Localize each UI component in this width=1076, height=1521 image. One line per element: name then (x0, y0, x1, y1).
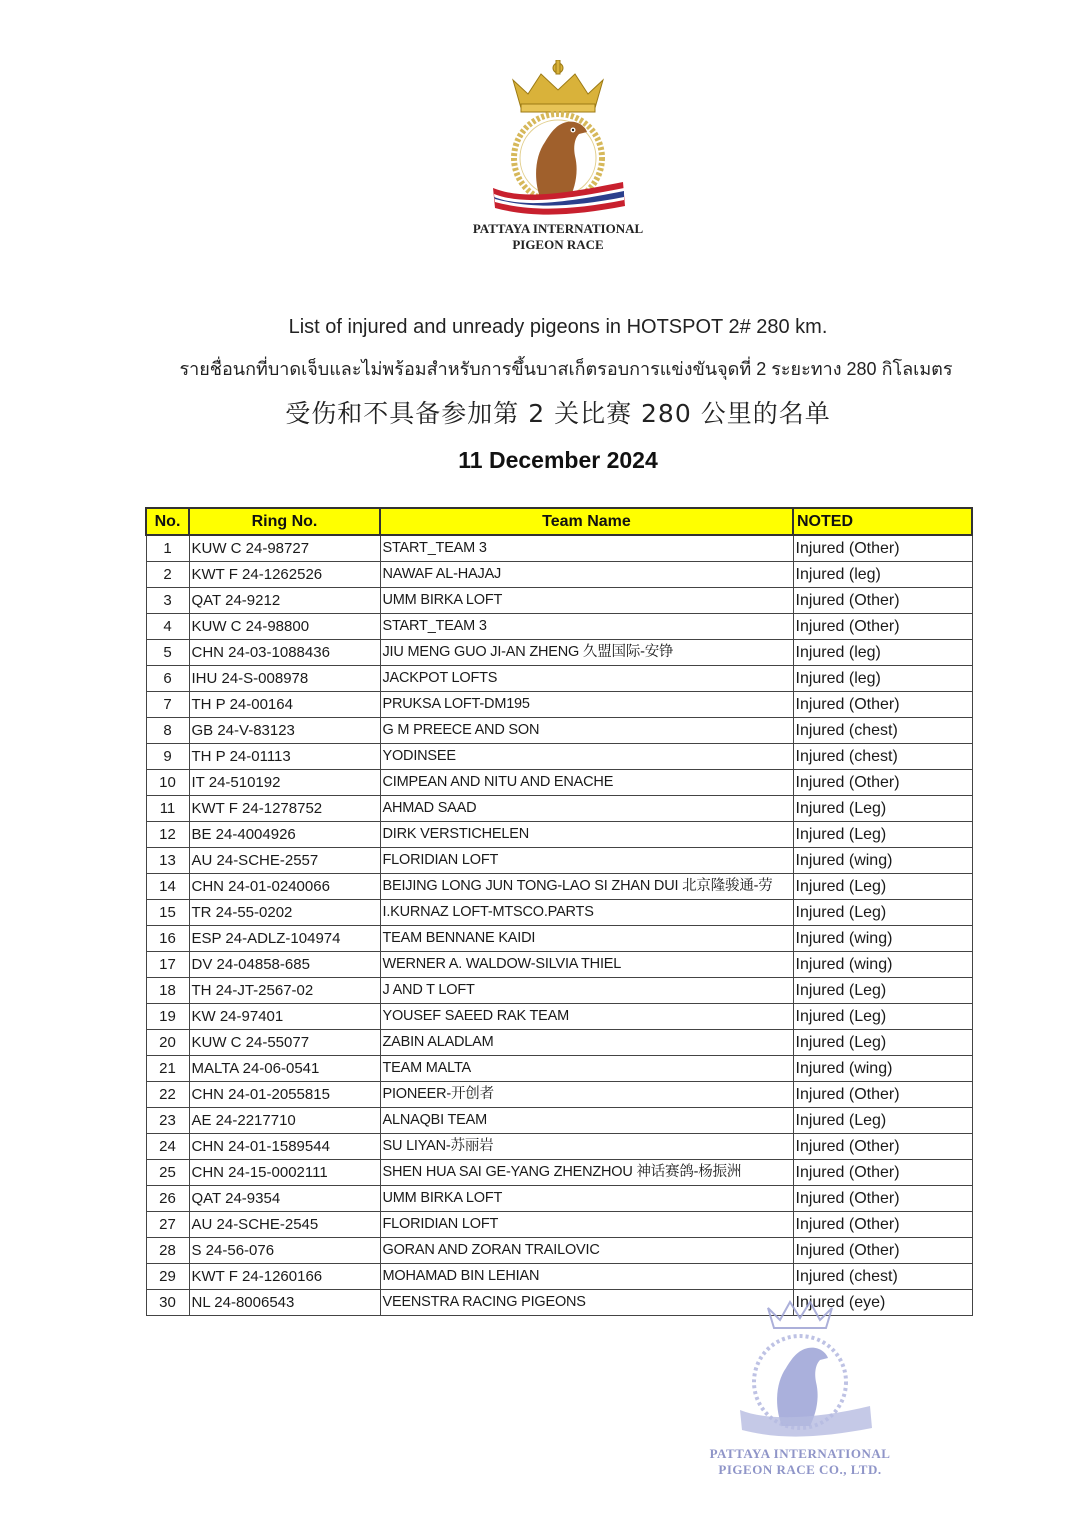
table-row (146, 562, 972, 588)
table-row (146, 1108, 972, 1134)
cell-noted: Injured (wing) (793, 1056, 972, 1082)
cell-ring-no: TH 24-JT-2567-02 (189, 978, 380, 1004)
cell-noted: Injured (Leg) (793, 1108, 972, 1134)
cell-no: 25 (146, 1160, 189, 1186)
table-row (146, 1238, 972, 1264)
cell-no: 2 (146, 562, 189, 588)
cell-noted: Injured (Other) (793, 535, 972, 562)
stamp-pigeon-icon (777, 1348, 828, 1426)
cell-noted: Injured (Other) (793, 1134, 972, 1160)
cell-ring-no: BE 24-4004926 (189, 822, 380, 848)
column-header-no: No. (146, 508, 189, 535)
cell-ring-no: GB 24-V-83123 (189, 718, 380, 744)
table-row (146, 718, 972, 744)
cell-no: 16 (146, 926, 189, 952)
crown-icon (513, 60, 603, 112)
cell-ring-no: QAT 24-9212 (189, 588, 380, 614)
cell-ring-no: KW 24-97401 (189, 1004, 380, 1030)
table-row (146, 640, 972, 666)
cell-noted: Injured (Leg) (793, 874, 972, 900)
cell-team-name: GORAN AND ZORAN TRAILOVIC (380, 1238, 793, 1264)
cell-no: 13 (146, 848, 189, 874)
cell-noted: Injured (chest) (793, 718, 972, 744)
cell-team-name: UMM BIRKA LOFT (380, 588, 793, 614)
cell-noted: Injured (Other) (793, 1238, 972, 1264)
cell-no: 26 (146, 1186, 189, 1212)
organization-name (430, 221, 686, 253)
cell-noted: Injured (eye) (793, 1290, 972, 1316)
cell-no: 29 (146, 1264, 189, 1290)
cell-ring-no: IT 24-510192 (189, 770, 380, 796)
cell-team-name: JIU MENG GUO JI-AN ZHENG 久盟国际-安铮 (380, 640, 793, 666)
cell-no: 30 (146, 1290, 189, 1316)
cell-noted: Injured (Leg) (793, 796, 972, 822)
table-row (146, 744, 972, 770)
table-row (146, 1082, 972, 1108)
column-header-ring-no: Ring No. (189, 508, 380, 535)
cell-no: 5 (146, 640, 189, 666)
report-date: 11 December 2024 (458, 447, 658, 473)
cell-ring-no: S 24-56-076 (189, 1238, 380, 1264)
table-row (146, 692, 972, 718)
table-row (146, 1056, 972, 1082)
cell-noted: Injured (Leg) (793, 1004, 972, 1030)
table-header-row (146, 508, 972, 535)
cell-ring-no: KWT F 24-1260166 (189, 1264, 380, 1290)
cell-no: 9 (146, 744, 189, 770)
cell-noted: Injured (Other) (793, 588, 972, 614)
cell-team-name: SU LIYAN-苏丽岩 (380, 1134, 793, 1160)
title-chinese: 受伤和不具备参加第 2 关比赛 280 公里的名单 (285, 399, 831, 428)
table-row (146, 874, 972, 900)
cell-ring-no: CHN 24-15-0002111 (189, 1160, 380, 1186)
cell-no: 17 (146, 952, 189, 978)
org-line-2: PIGEON RACE (512, 237, 604, 252)
cell-noted: Injured (chest) (793, 1264, 972, 1290)
table-row (146, 1186, 972, 1212)
injured-pigeons-table (145, 507, 973, 1316)
cell-team-name: TEAM MALTA (380, 1056, 793, 1082)
cell-team-name: PRUKSA LOFT-DM195 (380, 692, 793, 718)
cell-no: 15 (146, 900, 189, 926)
cell-no: 14 (146, 874, 189, 900)
cell-noted: Injured (Other) (793, 1082, 972, 1108)
cell-team-name: FLORIDIAN LOFT (380, 1212, 793, 1238)
org-line-1: PATTAYA INTERNATIONAL (472, 221, 644, 236)
cell-noted: Injured (Leg) (793, 900, 972, 926)
stamp-company-name (690, 1446, 910, 1478)
table-row (146, 952, 972, 978)
cell-noted: Injured (leg) (793, 562, 972, 588)
table-row (146, 1134, 972, 1160)
table-row (146, 848, 972, 874)
cell-team-name: WERNER A. WALDOW-SILVIA THIEL (380, 952, 793, 978)
cell-no: 24 (146, 1134, 189, 1160)
table-row (146, 614, 972, 640)
cell-noted: Injured (leg) (793, 640, 972, 666)
cell-ring-no: TR 24-55-0202 (189, 900, 380, 926)
cell-ring-no: KWT F 24-1278752 (189, 796, 380, 822)
company-stamp (700, 1298, 900, 1448)
table-row (146, 1264, 972, 1290)
table-row (146, 900, 972, 926)
table-row (146, 535, 972, 562)
cell-ring-no: KUW C 24-98800 (189, 614, 380, 640)
cell-no: 11 (146, 796, 189, 822)
cell-team-name: FLORIDIAN LOFT (380, 848, 793, 874)
cell-no: 28 (146, 1238, 189, 1264)
cell-no: 1 (146, 535, 189, 562)
cell-noted: Injured (leg) (793, 666, 972, 692)
cell-team-name: BEIJING LONG JUN TONG-LAO SI ZHAN DUI 北京隆骏通-劳 (380, 874, 793, 900)
table-row (146, 1160, 972, 1186)
cell-ring-no: CHN 24-01-1589544 (189, 1134, 380, 1160)
pigeon-race-logo (483, 60, 633, 220)
cell-team-name: PIONEER-开创者 (380, 1082, 793, 1108)
cell-ring-no: QAT 24-9354 (189, 1186, 380, 1212)
table-row (146, 666, 972, 692)
cell-noted: Injured (Other) (793, 1212, 972, 1238)
cell-no: 21 (146, 1056, 189, 1082)
cell-no: 18 (146, 978, 189, 1004)
cell-ring-no: CHN 24-01-2055815 (189, 1082, 380, 1108)
cell-no: 19 (146, 1004, 189, 1030)
cell-team-name: YODINSEE (380, 744, 793, 770)
cell-noted: Injured (chest) (793, 744, 972, 770)
table-row (146, 1212, 972, 1238)
cell-ring-no: DV 24-04858-685 (189, 952, 380, 978)
cell-team-name: VEENSTRA RACING PIGEONS (380, 1290, 793, 1316)
cell-team-name: ZABIN ALADLAM (380, 1030, 793, 1056)
cell-no: 12 (146, 822, 189, 848)
cell-team-name: J AND T LOFT (380, 978, 793, 1004)
cell-no: 7 (146, 692, 189, 718)
cell-team-name: SHEN HUA SAI GE-YANG ZHENZHOU 神话赛鸽-杨振洲 (380, 1160, 793, 1186)
cell-ring-no: CHN 24-01-0240066 (189, 874, 380, 900)
cell-no: 22 (146, 1082, 189, 1108)
cell-ring-no: KWT F 24-1262526 (189, 562, 380, 588)
cell-noted: Injured (Other) (793, 614, 972, 640)
table-row (146, 822, 972, 848)
cell-team-name: UMM BIRKA LOFT (380, 1186, 793, 1212)
cell-ring-no: NL 24-8006543 (189, 1290, 380, 1316)
cell-noted: Injured (Other) (793, 1186, 972, 1212)
cell-noted: Injured (wing) (793, 952, 972, 978)
cell-team-name: YOUSEF SAEED RAK TEAM (380, 1004, 793, 1030)
cell-ring-no: AE 24-2217710 (189, 1108, 380, 1134)
cell-no: 8 (146, 718, 189, 744)
cell-no: 10 (146, 770, 189, 796)
cell-ring-no: CHN 24-03-1088436 (189, 640, 380, 666)
title-thai: รายชื่อนกที่บาดเจ็บและไม่พร้อมสำหรับการขึ้นบาสเก็ตรอบการแข่งขันจุดที่ 2 ระยะทาง 280 กิโลเมตร (179, 359, 953, 379)
cell-team-name: G M PREECE AND SON (380, 718, 793, 744)
cell-team-name: JACKPOT LOFTS (380, 666, 793, 692)
table-row (146, 796, 972, 822)
cell-ring-no: KUW C 24-55077 (189, 1030, 380, 1056)
stamp-line-2: PIGEON RACE CO., LTD. (718, 1462, 882, 1477)
table-row (146, 588, 972, 614)
table-row (146, 978, 972, 1004)
cell-noted: Injured (Leg) (793, 978, 972, 1004)
cell-noted: Injured (Other) (793, 692, 972, 718)
cell-ring-no: MALTA 24-06-0541 (189, 1056, 380, 1082)
table-row (146, 1030, 972, 1056)
cell-team-name: DIRK VERSTICHELEN (380, 822, 793, 848)
cell-noted: Injured (wing) (793, 926, 972, 952)
cell-no: 6 (146, 666, 189, 692)
cell-team-name: NAWAF AL-HAJAJ (380, 562, 793, 588)
cell-no: 23 (146, 1108, 189, 1134)
stamp-crown-icon (768, 1302, 832, 1328)
cell-no: 27 (146, 1212, 189, 1238)
cell-team-name: CIMPEAN AND NITU AND ENACHE (380, 770, 793, 796)
title-english: List of injured and unready pigeons in HOTSPOT 2# 280 km. (288, 316, 828, 338)
column-header-noted: NOTED (793, 508, 972, 535)
cell-team-name: TEAM BENNANE KAIDI (380, 926, 793, 952)
cell-ring-no: IHU 24-S-008978 (189, 666, 380, 692)
cell-no: 3 (146, 588, 189, 614)
cell-team-name: START_TEAM 3 (380, 535, 793, 562)
table-row (146, 770, 972, 796)
table-row (146, 926, 972, 952)
cell-team-name: AHMAD SAAD (380, 796, 793, 822)
cell-noted: Injured (Leg) (793, 822, 972, 848)
cell-no: 20 (146, 1030, 189, 1056)
cell-team-name: MOHAMAD BIN LEHIAN (380, 1264, 793, 1290)
stamp-line-1: PATTAYA INTERNATIONAL (709, 1446, 891, 1461)
cell-ring-no: TH P 24-00164 (189, 692, 380, 718)
cell-no: 4 (146, 614, 189, 640)
cell-ring-no: ESP 24-ADLZ-104974 (189, 926, 380, 952)
cell-ring-no: AU 24-SCHE-2545 (189, 1212, 380, 1238)
cell-team-name: START_TEAM 3 (380, 614, 793, 640)
cell-ring-no: TH P 24-01113 (189, 744, 380, 770)
cell-noted: Injured (wing) (793, 848, 972, 874)
cell-ring-no: KUW C 24-98727 (189, 535, 380, 562)
cell-noted: Injured (Other) (793, 1160, 972, 1186)
cell-team-name: I.KURNAZ LOFT-MTSCO.PARTS (380, 900, 793, 926)
cell-noted: Injured (Other) (793, 770, 972, 796)
table-row (146, 1004, 972, 1030)
cell-ring-no: AU 24-SCHE-2557 (189, 848, 380, 874)
column-header-team-name: Team Name (380, 508, 793, 535)
cell-team-name: ALNAQBI TEAM (380, 1108, 793, 1134)
cell-noted: Injured (Leg) (793, 1030, 972, 1056)
